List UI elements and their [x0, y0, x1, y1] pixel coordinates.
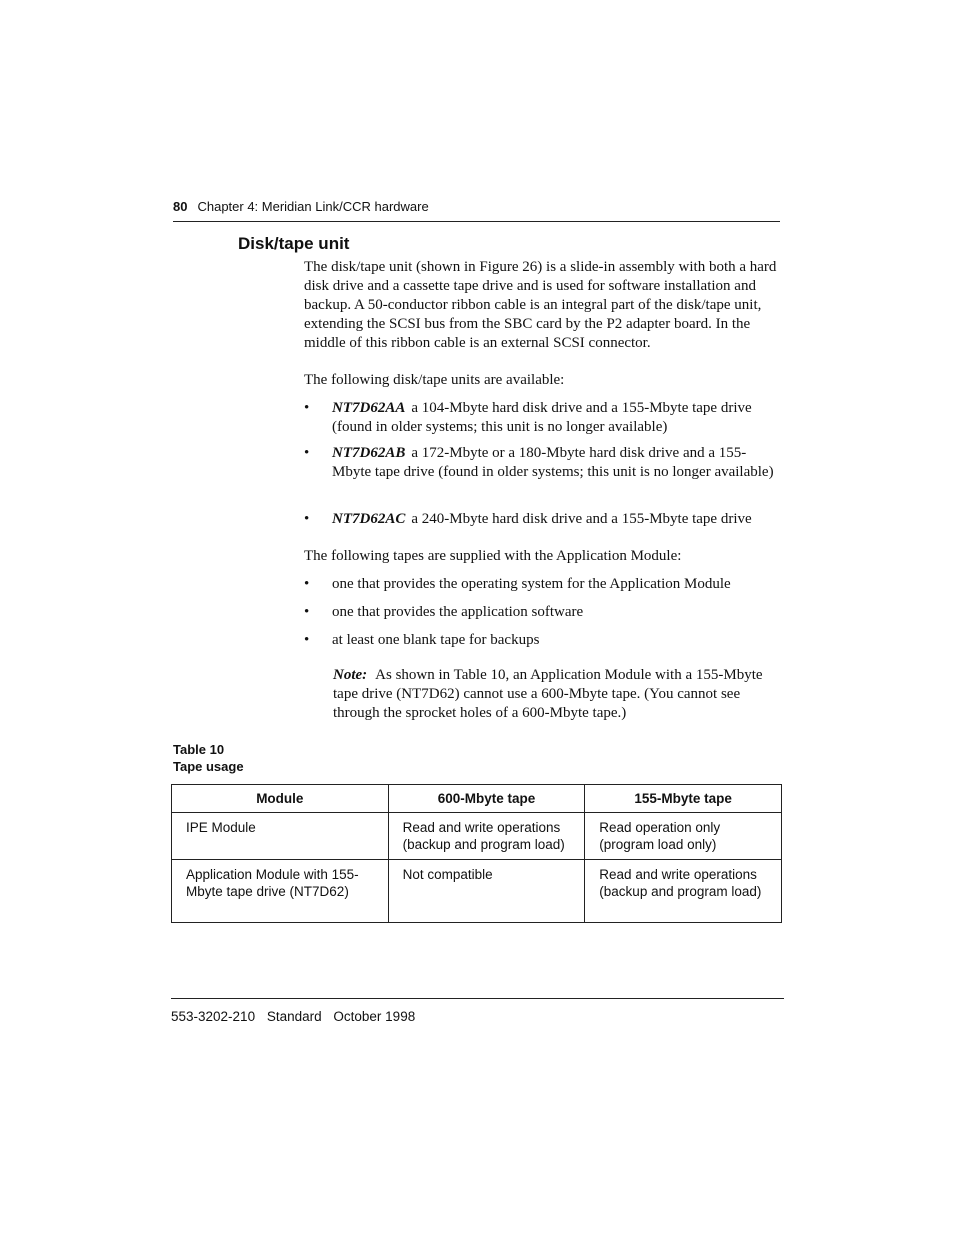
- table-cell: Application Module with 155-Mbyte tape drive (NT7D62): [172, 860, 389, 923]
- table-cell: Read operation only (program load only): [585, 813, 782, 860]
- table-row: [172, 860, 782, 923]
- bullet-icon: •: [304, 511, 310, 527]
- column-header: 600-Mbyte tape: [388, 785, 585, 813]
- column-header: 155-Mbyte tape: [585, 785, 782, 813]
- bullet-icon: •: [304, 632, 310, 648]
- available-intro: The following disk/tape units are available:: [304, 372, 565, 388]
- bullet-icon: •: [304, 604, 310, 620]
- intro-paragraph: The disk/tape unit (shown in Figure 26) is a slide-in assembly with both a hard disk drive and a cassette tape drive and is used for software installation and backup. A 50-conductor ribbon cable is an integral part of the disk/tape unit, extending the SCSI bus from the SBC card by the P2 adapter board. In the middle of this ribbon cable is an external SCSI connector.: [304, 259, 777, 351]
- product-code: NT7D62AB: [332, 445, 406, 461]
- document-date: October 1998: [333, 1009, 416, 1024]
- document-number: 553-3202-210: [171, 1009, 256, 1024]
- table-cell: Read and write operations (backup and program load): [388, 813, 585, 860]
- unit-description: a 172-Mbyte or a 180-Mbyte hard disk drive and a 155-Mbyte tape drive (found in older systems; this unit is no longer available): [332, 445, 774, 480]
- list-item: • one that provides the operating system for the Application Module: [304, 576, 731, 592]
- table-title: Tape usage: [173, 759, 244, 774]
- table-caption: [173, 741, 244, 775]
- list-item: [304, 510, 782, 529]
- note-label: Note:: [333, 667, 368, 683]
- table-cell: IPE Module: [172, 813, 389, 860]
- tapes-intro: The following tapes are supplied with the Application Module:: [304, 548, 682, 564]
- section-title: Disk/tape unit: [238, 234, 350, 253]
- table-row: [172, 813, 782, 860]
- product-code: NT7D62AA: [332, 400, 406, 416]
- table-header-row: [172, 785, 782, 813]
- note: [333, 666, 778, 723]
- table-number: Table 10: [173, 742, 225, 757]
- bullet-icon: •: [304, 445, 310, 461]
- list-item: [304, 444, 782, 482]
- unit-description: a 104-Mbyte hard disk drive and a 155-Mbyte tape drive (found in older systems; this unit is no longer available): [332, 400, 752, 435]
- list-item: • at least one blank tape for backups: [304, 632, 540, 648]
- list-item: [304, 399, 782, 437]
- running-footer: [171, 998, 784, 1024]
- column-header: Module: [172, 785, 389, 813]
- bullet-icon: •: [304, 400, 310, 416]
- note-text: As shown in Table 10, an Application Module with a 155-Mbyte tape drive (NT7D62) cannot use a 600-Mbyte tape. (You cannot see through the sprocket holes of a 600-Mbyte tape.): [333, 667, 763, 721]
- list-item: • one that provides the application software: [304, 604, 584, 620]
- tape-usage-table: [171, 784, 782, 923]
- bullet-icon: •: [304, 576, 310, 592]
- running-header: [173, 199, 780, 222]
- unit-description: a 240-Mbyte hard disk drive and a 155-Mbyte tape drive: [411, 511, 752, 527]
- page-number: 80: [173, 199, 188, 214]
- table-cell: Not compatible: [388, 860, 585, 923]
- document-status: Standard: [266, 1009, 322, 1024]
- chapter-title: Chapter 4: Meridian Link/CCR hardware: [197, 199, 429, 214]
- product-code: NT7D62AC: [332, 511, 406, 527]
- table-cell: Read and write operations (backup and program load): [585, 860, 782, 923]
